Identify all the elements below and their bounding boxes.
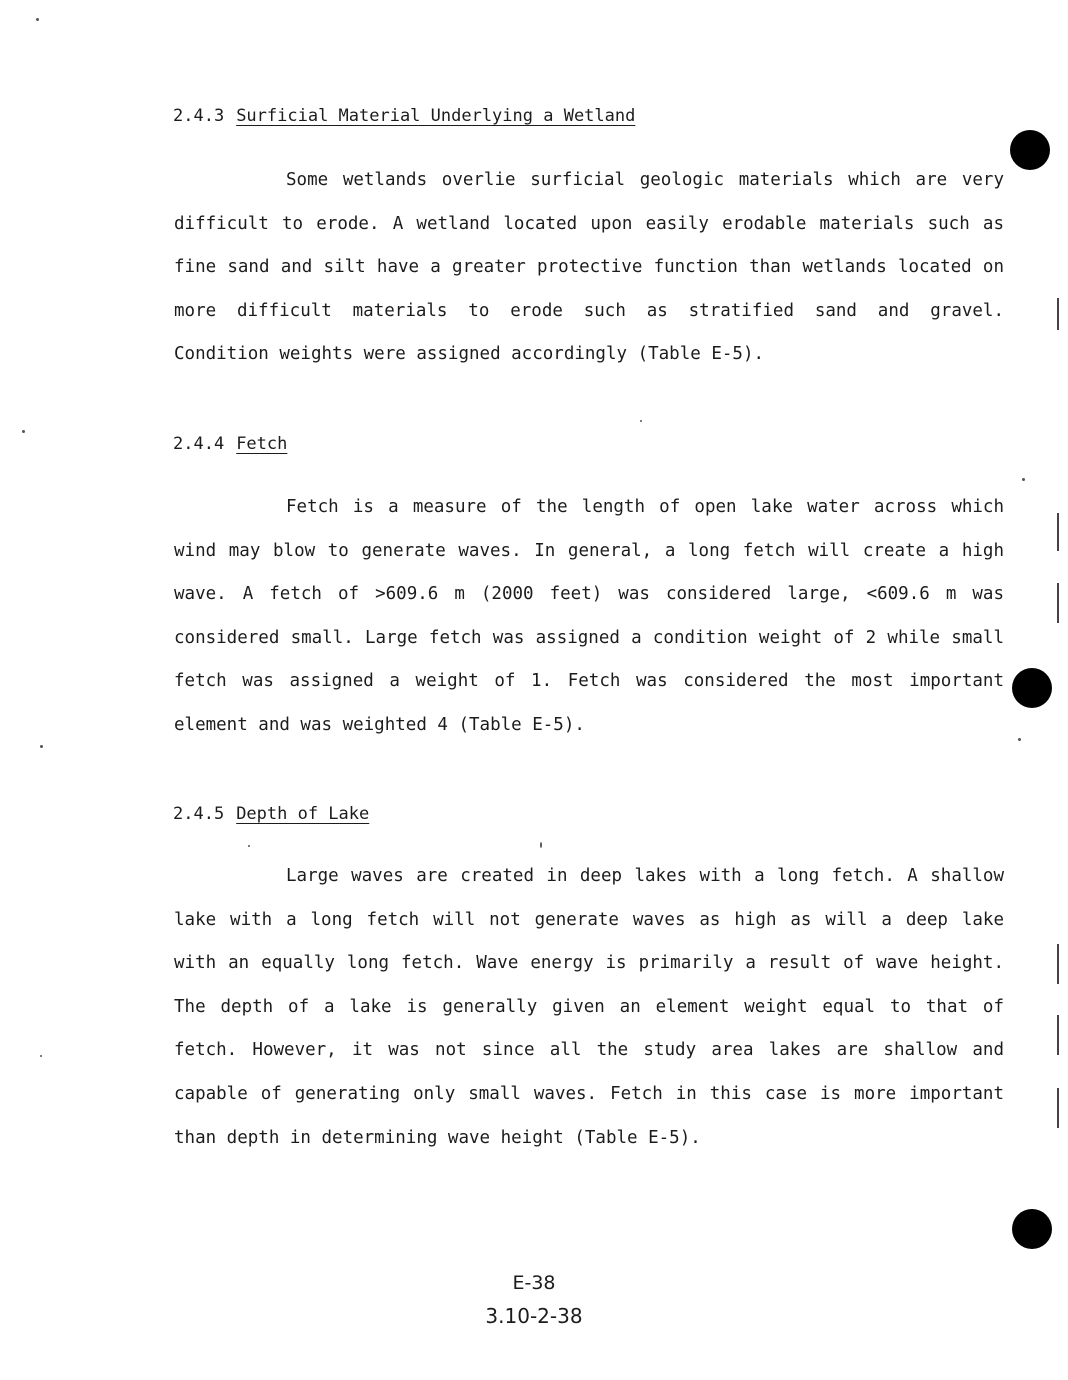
- binder-hole: [1010, 130, 1050, 170]
- scan-mark: [1057, 944, 1059, 984]
- scan-mark: [1057, 513, 1059, 551]
- section-number: 2.4.5: [173, 804, 225, 824]
- scan-speck: [640, 420, 642, 422]
- scan-mark: [1057, 1088, 1059, 1128]
- scan-speck: [40, 1055, 42, 1057]
- section-title: Fetch: [236, 434, 288, 454]
- scan-speck: [40, 745, 43, 748]
- binder-hole: [1012, 668, 1052, 708]
- section-title: Depth of Lake: [236, 804, 370, 824]
- section-body-2-4-4: Fetch is a measure of the length of open lake water across which wind may blow to generate waves. In general, a long fetch will create a high wave. A fetch of >609.6 m (2000 feet) was considered large, <609.6 m was considered small. Large fetch was assigned a condition weight of 2 while small fetch was assigned a weight of 1. Fetch was considered the most important element and was weighted 4 (Table E-5).: [174, 497, 1004, 735]
- section-number: 2.4.3: [173, 106, 225, 126]
- scan-mark: [1057, 1015, 1059, 1055]
- document-number: 3.10-2-38: [485, 1304, 583, 1328]
- section-heading-2-4-4: [173, 433, 287, 455]
- section-body-2-4-3: Some wetlands overlie surficial geologic materials which are very difficult to erode. A wetland located upon easily erodable materials such as fine sand and silt have a greater protective function than wetlands located on more difficult materials to erode such as stratified sand and gravel. Condition weights were assigned accordingly (Table E-5).: [174, 170, 1004, 365]
- section-body-2-4-5: Large waves are created in deep lakes with a long fetch. A shallow lake with a long fetch will not generate waves as high as will a deep lake with an equally long fetch. Wave energy is primarily a result of wave height. The depth of a lake is generally given an element weight equal to that of fetch. However, it was not since all the study area lakes are shallow and capable of generating only small waves. Fetch in this case is more important than depth in determining wave height (Table E-5).: [174, 866, 1004, 1148]
- scan-speck: [1022, 478, 1025, 481]
- scan-speck: [22, 430, 25, 433]
- scan-mark: [1057, 298, 1059, 330]
- scan-speck: [540, 842, 542, 848]
- scan-speck: [1018, 738, 1021, 741]
- scan-speck: [36, 18, 39, 21]
- section-number: 2.4.4: [173, 434, 225, 454]
- section-heading-2-4-3: [173, 105, 635, 127]
- binder-hole: [1012, 1209, 1052, 1249]
- section-title: Surficial Material Underlying a Wetland: [236, 106, 636, 126]
- scan-mark: [1057, 583, 1059, 623]
- section-heading-2-4-5: [173, 803, 369, 825]
- scan-speck: [248, 845, 250, 847]
- page-label: E-38: [512, 1272, 556, 1294]
